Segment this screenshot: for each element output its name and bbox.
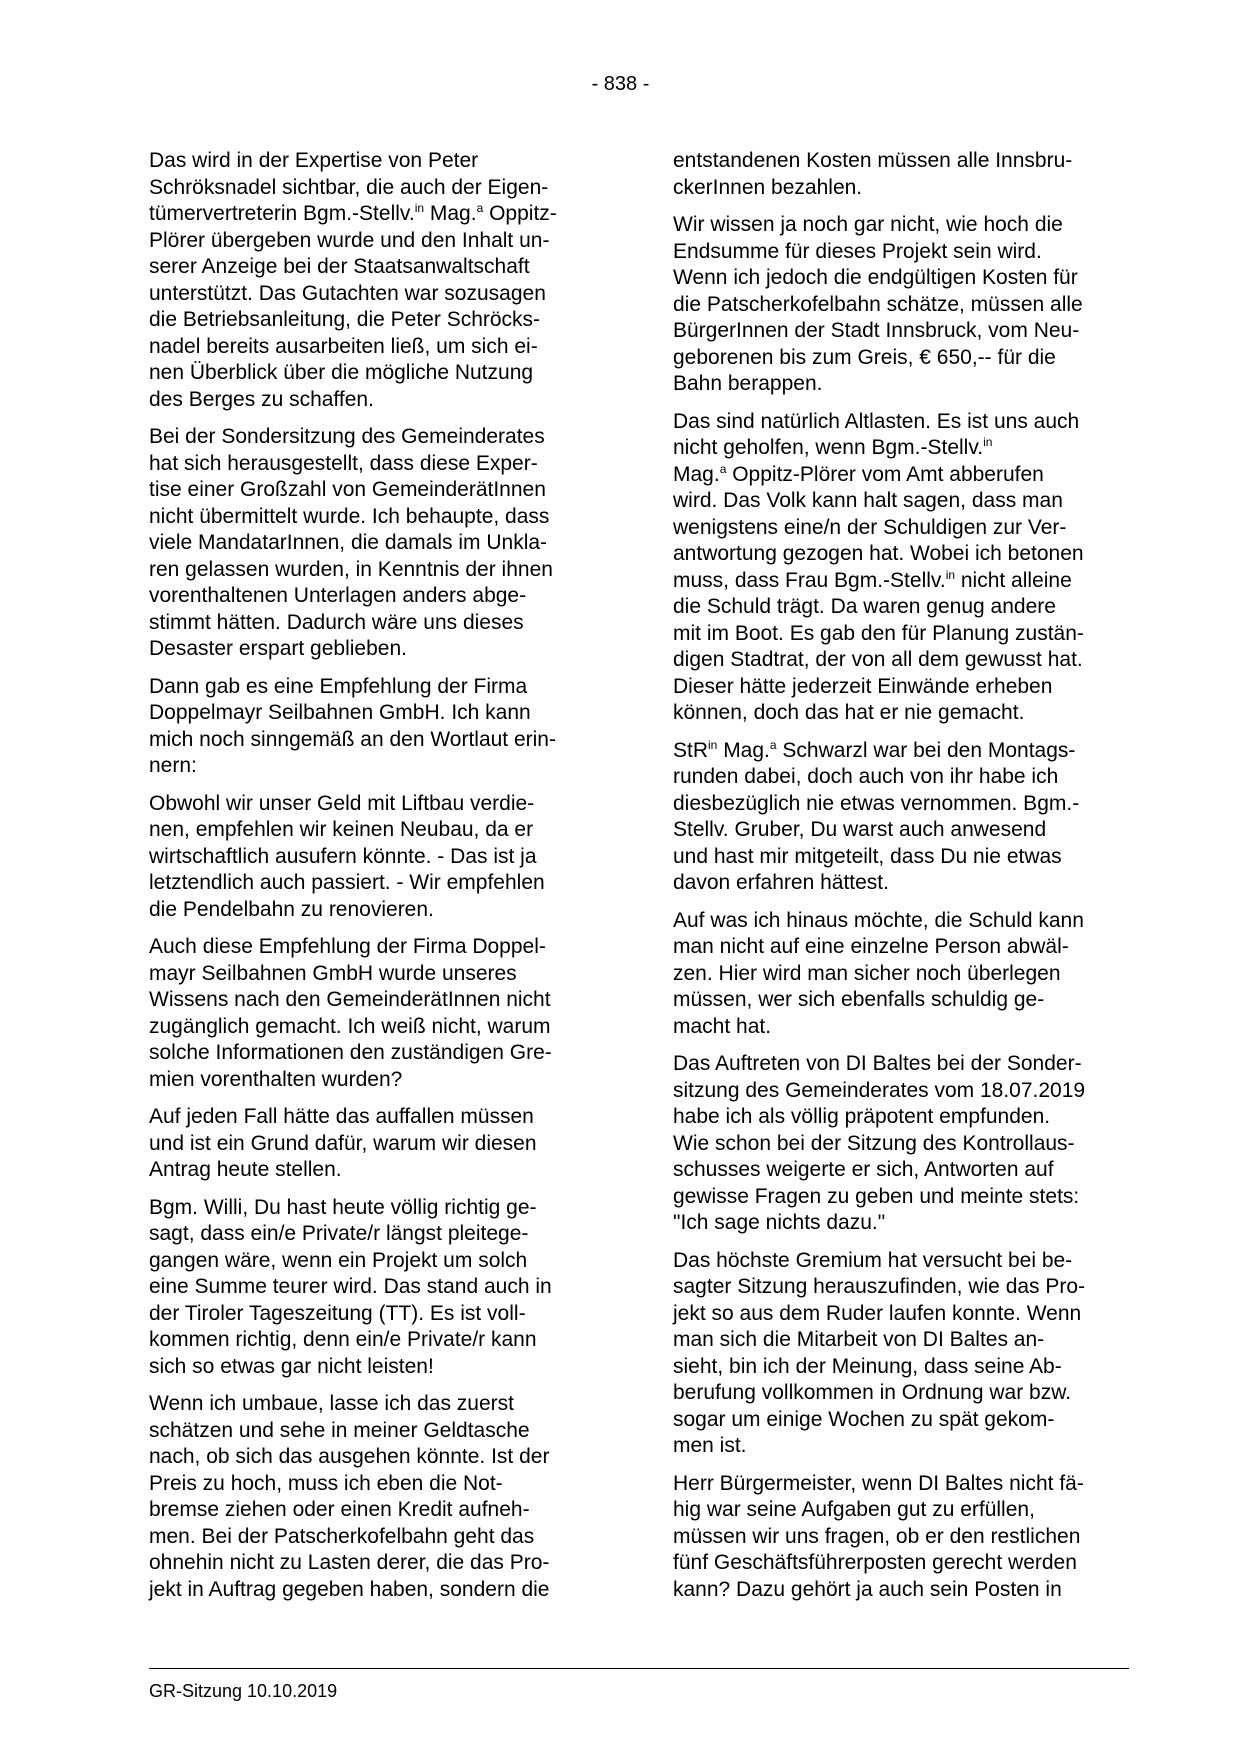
- paragraph: [673, 738, 1138, 897]
- left-column: [149, 148, 614, 1614]
- text-run: Schwarzl war bei den Montags- runden dabei, doch auch von ihr habe ich diesbezüglich nie etwas vernommen. Bgm.- Stellv. Gruber, Du warst auch anwesend und hast mir mitgeteilt, dass Du nie etwas davon erfahren hättest.: [673, 738, 1080, 894]
- text-run: Wenn ich umbaue, lasse ich das zuerst schätzen und sehe in meiner Geldtasche nach, ob sich das ausgehen könnte. Ist der Preis zu hoch, muss ich eben die Not- bremse ziehen oder einen Kredit aufneh- men. Bei der Patscherkofelbahn geht das ohnehin nicht zu Lasten derer, die das Pro- jekt in Auftrag gegeben haben, sondern die: [149, 1392, 550, 1601]
- text-run: Bei der Sondersitzung des Gemeinderates hat sich herausgestellt, dass diese Exper- tise einer Großzahl von GemeinderätInnen nicht übermittelt wurde. Ich behaupte, dass viele MandatarInnen, die damals im Unkla- ren gelassen wurden, in Kenntnis der ihnen vorenthaltenen Unterlagen anders abge- stimmt hätten. Dadurch wäre uns dieses Desaster erspart geblieben.: [149, 425, 553, 660]
- text-run: Oppitz-Plörer vom Amt abberufen wird. Das Volk kann halt sagen, dass man wenigstens eine/n der Schuldigen zur Ver- antwortung gezogen hat. Wobei ich betonen muss, dass Frau Bgm.-Stellv.: [673, 462, 1084, 592]
- text-run: nicht alleine die Schuld trägt. Da waren genug andere mit im Boot. Es gab den für Planung zustän- digen Stadtrat, der von all dem gewusst hat. Dieser hätte jederzeit Einwände erheben können, doch das hat er nie gemacht.: [673, 568, 1084, 724]
- paragraph: [149, 1104, 614, 1184]
- paragraph: [673, 1248, 1138, 1460]
- text-run: Mag.: [424, 202, 477, 225]
- paragraph: [149, 674, 614, 780]
- text-run: Auch diese Empfehlung der Firma Doppel- mayr Seilbahnen GmbH wurde unseres Wissens nach den GemeinderätInnen nicht zugänglich gemacht. Ich weiß nicht, warum solche Informationen den zuständigen Gre- mien vorenthalten wurden?: [149, 935, 552, 1091]
- superscript-abbreviation: a: [769, 737, 777, 752]
- paragraph: [149, 1195, 614, 1381]
- text-run: StR: [673, 738, 709, 762]
- text-run: Das höchste Gremium hat versucht bei be- sagter Sitzung herauszufinden, wie das Pro- jekt so aus dem Ruder laufen konnte. Wenn man sich die Mitarbeit von DI Baltes an- sieht, bin ich der Meinung, dass seine Ab- berufung vollkommen in Ordnung war bzw. sogar um einige Wochen zu spät gekom- men ist.: [673, 1248, 1086, 1457]
- text-run: Auf was ich hinaus möchte, die Schuld kann man nicht auf eine einzelne Person abwäl- zen. Hier wird man sicher noch überlegen müssen, wer sich ebenfalls schuldig ge- macht hat.: [673, 908, 1084, 1038]
- text-run: Obwohl wir unser Geld mit Liftbau verdie- nen, empfehlen wir keinen Neubau, da er wirtschaftlich ausufern könnte. - Das ist ja letztendlich auch passiert. - Wir empfehlen die Pendelbahn zu renovieren.: [149, 791, 545, 921]
- text-run: entstandenen Kosten müssen alle Innsbru- ckerInnen bezahlen.: [673, 149, 1073, 199]
- superscript-abbreviation: in: [414, 201, 425, 215]
- paragraph: [673, 1471, 1138, 1604]
- text-run: Das sind natürlich Altlasten. Es ist uns auch nicht geholfen, wenn Bgm.-Stellv.: [673, 409, 1080, 459]
- paragraph: [149, 791, 614, 924]
- text-run: Auf jeden Fall hätte das auffallen müssen und ist ein Grund dafür, warum wir diesen Antrag heute stellen.: [149, 1105, 537, 1181]
- text-run: Oppitz- Plörer übergeben wurde und den Inhalt un- serer Anzeige bei der Staatsanwaltschaft unterstützt. Das Gutachten war sozusagen die Betriebsanleitung, die Peter Schröcks- nadel bereits ausarbeiten ließ, um sich ei- nen Überblick über die mögliche Nutzung des Berges zu schaffen.: [149, 202, 557, 411]
- paragraph: [673, 409, 1138, 727]
- paragraph: [673, 148, 1138, 201]
- paragraph: [149, 424, 614, 663]
- superscript-abbreviation: a: [719, 461, 727, 476]
- text-run: Das wird in der Expertise von Peter Schröksnadel sichtbar, die auch der Eigen- tümervertreterin Bgm.-Stellv.: [149, 149, 549, 225]
- paragraph: [673, 212, 1138, 398]
- superscript-abbreviation: a: [476, 201, 484, 215]
- text-run: Bgm. Willi, Du hast heute völlig richtig ge- sagt, dass ein/e Private/r längst pleitege- gangen wäre, wenn ein Projekt um solch eine Summe teurer wird. Das stand auch in der Tiroler Tageszeitung (TT). Es ist voll- kommen richtig, denn ein/e Private/r kann sich so etwas gar nicht leisten!: [149, 1195, 552, 1378]
- text-run: Mag.: [673, 462, 720, 486]
- paragraph: [149, 1391, 614, 1603]
- page-number: - 838 -: [591, 73, 650, 95]
- paragraph: [673, 1051, 1138, 1237]
- text-run: Herr Bürgermeister, wenn DI Baltes nicht fä- hig war seine Aufgaben gut zu erfüllen, müssen wir uns fragen, ob er den restlichen fünf Geschäftsführerposten gerecht werden kann? Dazu gehört ja auch sein Posten in: [673, 1471, 1084, 1601]
- paragraph: [673, 908, 1138, 1041]
- superscript-abbreviation: in: [945, 567, 956, 582]
- text-run: Das Auftreten von DI Baltes bei der Sonder- sitzung des Gemeinderates vom 18.07.2019 habe ich als völlig präpotent empfunden. Wie schon bei der Sitzung des Kontrollaus- schusses weigerte er sich, Antworten auf gewisse Fragen zu geben und meinte stets: "Ich sage nichts dazu.": [673, 1052, 1086, 1234]
- text-run: Mag.: [717, 738, 770, 762]
- right-column: [673, 148, 1138, 1614]
- superscript-abbreviation: in: [708, 737, 718, 752]
- footer-session-date: GR-Sitzung 10.10.2019: [149, 1681, 338, 1701]
- text-run: Dann gab es eine Empfehlung der Firma Doppelmayr Seilbahnen GmbH. Ich kann mich noch sinngemäß an den Wortlaut erin- nern:: [149, 674, 556, 777]
- footer-divider: [149, 1668, 1129, 1669]
- superscript-abbreviation: in: [983, 435, 993, 449]
- paragraph: [149, 148, 614, 413]
- paragraph: [149, 934, 614, 1093]
- text-run: Wir wissen ja noch gar nicht, wie hoch die Endsumme für dieses Projekt sein wird. Wenn ich jedoch die endgültigen Kosten für die Patscherkofelbahn schätze, müssen alle BürgerInnen der Stadt Innsbruck, vom Neu- geborenen bis zum Greis, € 650,-- für die Bahn berappen.: [673, 213, 1083, 395]
